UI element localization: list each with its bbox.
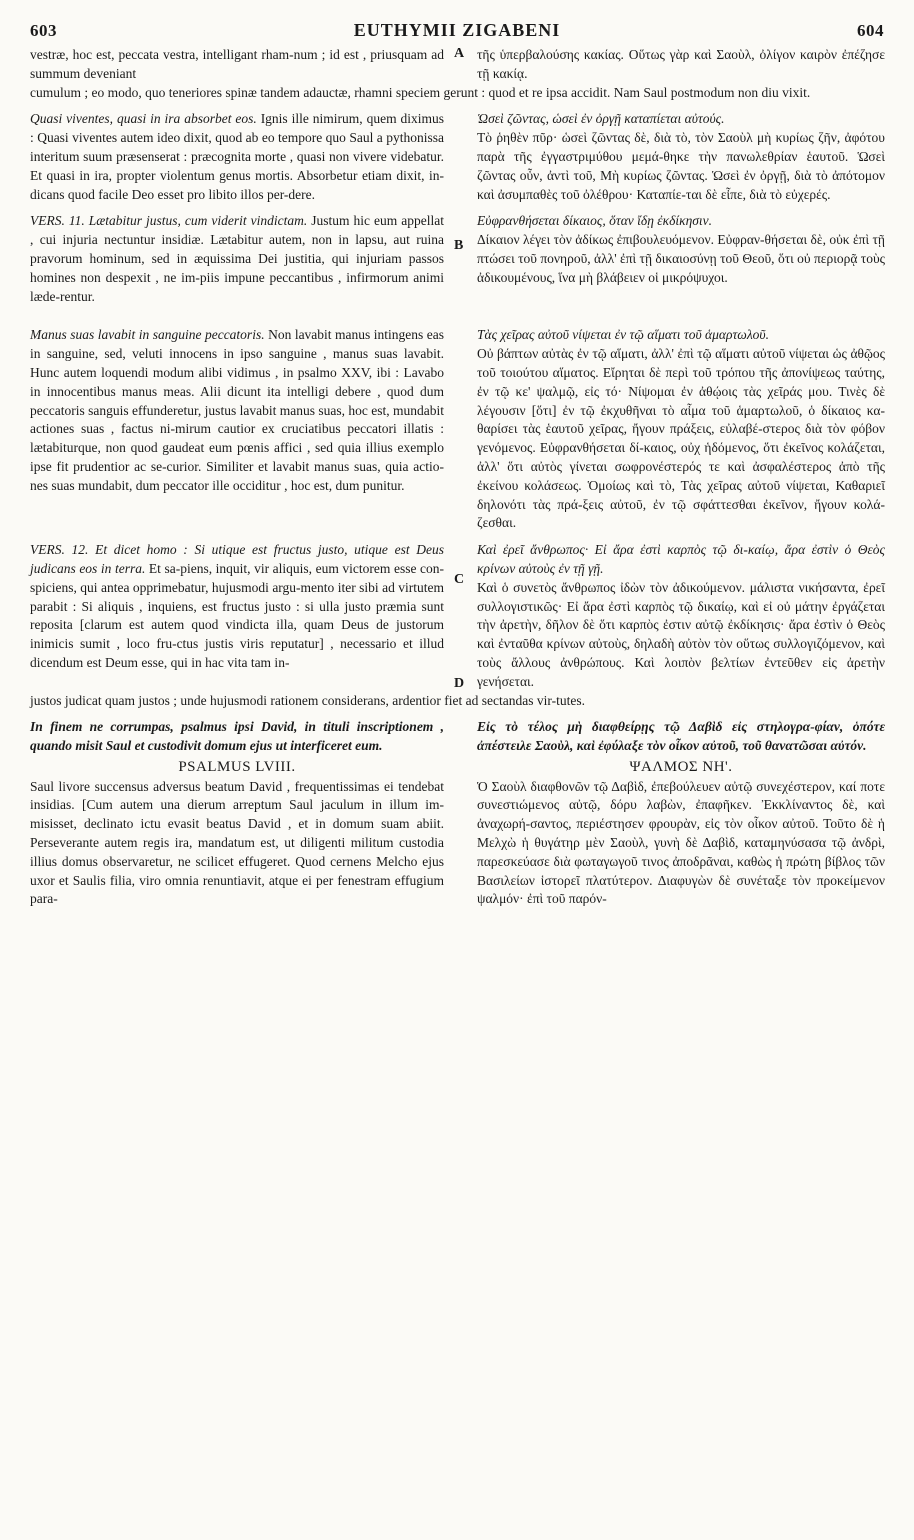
latin-verse-heading: VERS. 11. Lætabitur justus, cum viderit vindictam. <box>30 213 308 229</box>
greek-commentary: Δίκαιον λέγει τὸν ἀδίκως ἐπιβουλευόμενον. Εὐφραν-θήσεται δὲ, οὐκ ἐπὶ τῇ πτώσει τοῦ πονηροῦ, ἀλλ' ἐπὶ τῇ δικαιοσύνῃ τοῦ Θεοῦ, ὅτι οὐ περιορᾷ τοὺς ἀδικουμένους, ἵνα μὴ βλάβειεν οἱ μικρόψυχοι. <box>477 232 885 285</box>
latin-verse-heading: VERS. 12. Et dicet homo : Si utique est fructus justo, utique est Deus judicans eos in terra. <box>30 542 444 576</box>
greek-commentary: Οὐ βάπτων αὐτὰς ἐν τῷ αἵματι, ἀλλ' ἐπὶ τῷ αἵματι αὐτοῦ νίψεται ὡς ἀθῷος τοῦ τοιούτου αἵματος. Εἴρηται δὲ περὶ τοῦ τρόπου τῆς ἀπονίψεως ταύτης, ἐν τῷ κε' ψαλμῷ, εἰς τό· Νίψομαι ἐν ἀθῴοις τὰς χεῖράς μου. Τινὲς δὲ λέγουσιν [ὅτι] ἐν τῷ ἐκχυθῆναι τὸ αἷμα τοῦ ἁμαρτωλοῦ, ὁ δίκαιος κα-θαρίσει τὰς ἑαυτοῦ χεῖρας, ἤγουν πράξεις, εὐλαβέ-στερος διὰ τὸν φόβον γενόμενος. Εὐφρανθήσεται δί-καιος, οὐχ ἡδόμενος, ὅτι ἐκεῖνος κολάζεται, ἀλλ' ὅτι αὐτὸς γίνεται σωφρονέστερός τε καὶ ἀσφαλέστερος ἀπὸ τῆς ἐκείνου κολάσεως. Ὁμοίως καὶ τὸ, Τὰς χεῖρας αὐτοῦ νίψεται, Καθαριεῖ δηλονότι τὰς πρά-ξεις αὐτοῦ, ἐν τῷ σφάττεσθαι ἐκεῖνον, ἤγουν κολά-ζεσθαι. <box>477 346 885 531</box>
psalm-title-latin: PSALMUS LVIII. <box>178 758 296 775</box>
section-3 <box>30 212 885 306</box>
psalm-title-greek: ΨΑΛΜΟΣ ΝΗ'. <box>629 758 733 775</box>
latin-commentary: Et sa-piens, inquit, vir aliquis, eum victorem esse con-spiciens, qui antea opprimebatur, hujusmodi argu-mento iter sibi ad virtutem parabit : Si aliquis , inquiens, est fructus justo : si ulla justo præmia sunt reposita [clarum est autem quod vindicta illa, quam Deus de justorum inimicis sumit , loco fru-ctus justis viris reputatur] , necessario et illud dicendum est Deum esse, qui in hac vita tam in- <box>30 560 445 670</box>
latin-verse-heading: Quasi viventes, quasi in ira absorbet eos. <box>30 111 257 127</box>
latin-commentary: Ignis ille nimirum, quem diximus : Quasi viventes autem ideo dixit, quod ab eo tempore quo Saul a pythonissa interitum suum præsenserat : præcognita morte , quasi non vivere videbatur. Et quasi in ira, propter violentum genus mortis. Absorbetur etiam dixit, in-dicans quod facile Deo esset pro libito illos per-dere. <box>30 111 444 202</box>
page-header <box>30 20 884 48</box>
greek-verse-heading: Ὡσεὶ ζῶντας, ὡσεὶ ἐν ὀργῇ καταπίεται αὐτούς. <box>477 111 725 127</box>
latin-commentary: Saul livore succensus adversus beatum David , frequentissimas ei tendebat insidias. [Cum autem una dierum arreptum Saul jaculum in illum im-misisset, declinato ictu evasit beatus David , et in domum suam abiit. Perseverante autem regis ira, mandatum est, ut diligenti militum custodia illius domus observaretur, ne scilicet effugeret. Quod cernens Melcho ejus uxor et Saulis filia, viro omnia renuntiavit, atque ei per fenestram effugium para- <box>30 778 444 907</box>
latin-paragraph-full: justos judicat quam justos ; unde hujusmodi rationem considerans, ardentior fiet ad sectandas vir-tutes. <box>30 692 585 708</box>
greek-verse-heading: Καὶ ἐρεῖ ἄνθρωπος· Εἰ ἄρα ἐστὶ καρπὸς τῷ δι-καίῳ, ἄρα ἐστὶν ὁ Θεὸς κρίνων αὐτοὺς ἐν τῇ γῇ. <box>477 542 885 576</box>
running-title: EUTHYMII ZIGABENI <box>353 20 561 40</box>
latin-commentary: Non lavabit manus intingens eas in sanguine, sed, veluti innocens in ipso sanguine , manus suas lavabit. Hunc autem loquendi modum alibi vidimus , in psalmo XXV, ibi : Lavabo in innocentibus manus meas. Alii dicunt ita intelligi debere , quod dum peccatoris sanguis effunderetur, justus lavabit manus suas, hoc est, mundabit actiones suas , factus ni-mirum cautior ex cruciatibus peccatori illatis : lætabiturque, non quod gaudeat eum pœnis affici , sed quia illius exemplo ipse fit prudentior ac se-curior. Similiter et lavabit manus suas, quia actio-nes suas mundabit, dum peccator ille occiditur , hoc est, dum punitur. <box>30 327 445 493</box>
margin-marker-b: B <box>454 238 464 254</box>
greek-paragraph: τῆς ὑπερβαλούσης κακίας. Οὕτως γὰρ καὶ Σαοὺλ, ὀλίγον καιρὸν ἐπέζησε τῇ κακίᾳ. <box>477 47 885 81</box>
margin-marker-c: C <box>454 572 465 588</box>
greek-verse-heading: Εὐφρανθήσεται δίκαιος, ὅταν ἴδῃ ἐκδίκησιν. <box>477 213 713 229</box>
greek-verse-heading: Τὰς χεῖρας αὐτοῦ νίψεται ἐν τῷ αἵματι τοῦ ἁμαρτωλοῦ. <box>477 327 769 343</box>
psalm-superscription-greek: Εἰς τὸ τέλος μὴ διαφθείρῃς τῷ Δαβὶδ εἰς στηλογρα-φίαν, ὁπότε ἀπέστειλε Σαοὺλ, καὶ ἐφύλαξε τὸν οἶκον αὐτοῦ, τοῦ θανατῶσαι αὐτόν. <box>477 719 885 754</box>
margin-marker-d: D <box>454 675 465 691</box>
latin-verse-heading: Manus suas lavabit in sanguine peccatoris. <box>30 327 265 343</box>
page-number-right: 604 <box>856 21 884 40</box>
page-number-left: 603 <box>30 21 57 40</box>
page-body <box>30 46 885 909</box>
latin-paragraph: vestræ, hoc est, peccata vestra, intelligant rham-num ; id est , priusquam ad summum deveniant <box>30 47 444 81</box>
section-5 <box>30 541 885 691</box>
latin-paragraph-full: cumulum ; eo modo, quo teneriores spinæ tandem adauctæ, rhamni speciem gerunt : quod et re ipsa accidit. Nam Saul postmodum non diu vixit. <box>30 84 811 100</box>
greek-commentary: Καὶ ὁ συνετὸς ἄνθρωπος ἰδὼν τὸν ἀδικούμενον. μάλιστα νικήσαντα, ἐρεῖ συλλογιστικῶς· Εἰ ἄρα ἐστὶ καρπὸς τῷ δικαίῳ, καὶ εἰ οὐ μάτην ἐργάζεται τὴν ἀρετὴν, δῆλον δὲ ὅτι καρπὸς ἐστιν αὐτῷ ἐκδίκησις· ἄρα ἐστὶν ὁ Θεὸς καὶ ἐνταῦθα κρίνων αὐτοὺς, δηλαδὴ αὐτὸν τὸν οὕτως συλλογιζόμενον, καὶ τοὺς ἄλλους ἀνθρώπους. Καὶ λοιπὸν βελτίων ἐντεῦθεν εἰς ἀρετὴν γενήσεται. <box>477 579 885 689</box>
greek-commentary: Τὸ ῥηθὲν πῦρ· ὡσεὶ ζῶντας δὲ, διὰ τὸ, τὸν Σαοὺλ μὴ κυρίως ζῆν, ἀφότου παρὰ τῆς ἐγγαστριμύθου μεμά-θηκε τὴν πανωλεθρίαν ἑαυτοῦ. Ὡσεὶ ζῶντας οὖν, ἀντὶ τοῦ, Μὴ κυρίως ζῶντας. Ὡσεὶ ἐν ὀργῇ, διὰ τὸ ἀπότομον καὶ ἀσυμπαθὲς τοῦ ὀλέθρου· Καταπίε-ται δὲ εἶπε, διὰ τὸ εὐχερές. <box>477 130 885 202</box>
greek-commentary: Ὁ Σαοὺλ διαφθονῶν τῷ Δαβὶδ, ἐπεβούλευεν αὐτῷ συνεχέστερον, καί ποτε συνεστιώμενος αὐτῷ, δόρυ λαβὼν, ἐπαφῆκεν. Ἐκκλίναντος δὲ, καὶ ἀναχωρή-σαντος, περιέστησεν φρουρὰν, εἰς τὸν οἶκον αὐτοῦ. Τοῦτο δὲ ἡ Μελχὼ ἡ θυγάτηρ μὲν Σαοὺλ, γυνὴ δὲ Δαβὶδ, καταμηνύσασα τῷ ἀνδρὶ, παρεσκεύασε διὰ φωταγωγοῦ τινος ἀποδρᾶναι, καθὼς ἡ πρώτη βίβλος τῶν Βασιλείων ἱστορεῖ πλατύτερον. Διαφυγὼν δὲ συνέταξε τὸν προκείμενον ψαλμόν· ἐπὶ τοῦ παρόν- <box>477 778 885 907</box>
section-2 <box>30 110 885 204</box>
latin-commentary: Justum hic eum appellat , cui injuria nectuntur insidiæ. Lætabitur autem, non in lapsu, aut ruina pravorum hominum, sed in æquissima Dei justitia, qui injuriam passos homines non despexit , ne im-piis impune peccantibus , infirmorum animi læde-rentur. <box>30 213 444 304</box>
psalm-superscription-latin: In finem ne corrumpas, psalmus ipsi David, in tituli inscriptionem , quando misit Saul et custodivit domum ejus ut interficeret eum. <box>30 719 444 754</box>
margin-marker-a: A <box>454 46 465 61</box>
section-1 <box>30 46 885 84</box>
section-6 <box>30 718 885 909</box>
